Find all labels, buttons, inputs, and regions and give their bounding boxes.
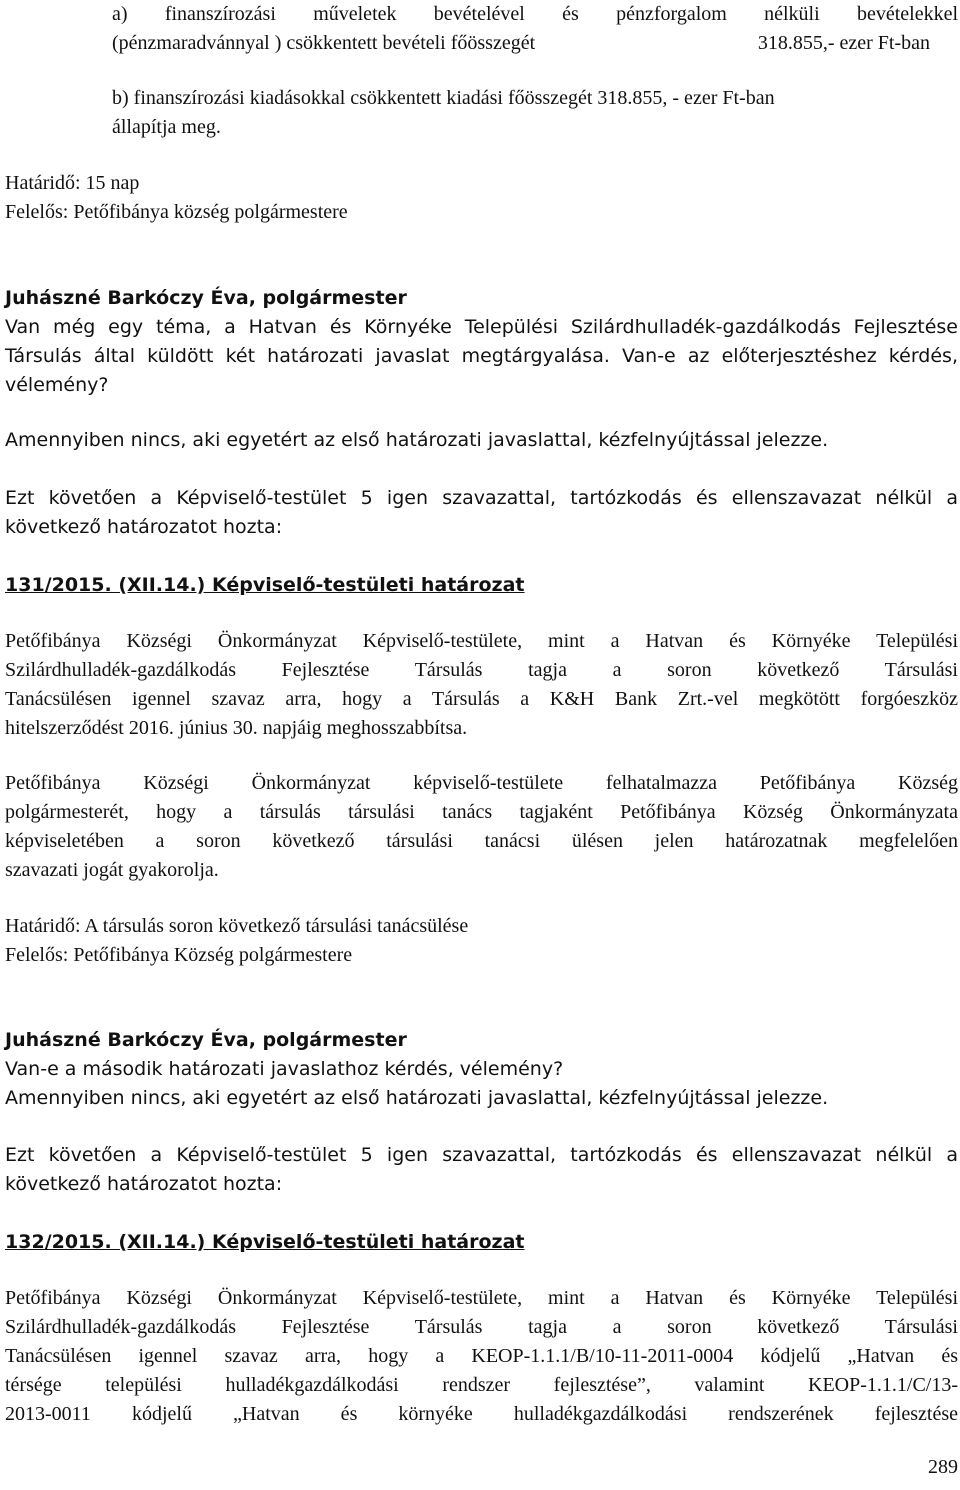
resolution-1-p2-line-1: Petőfibánya Községi Önkormányzat képviselő-testülete felhatalmazza Petőfibánya Község: [5, 772, 958, 794]
resolution-2-p1-line-5: 2013-0011 kódjelű „Hatvan és környéke hulladékgazdálkodási rendszerének fejlesztése: [5, 1403, 958, 1425]
resolution-1-title: 131/2015. (XII.14.) Képviselő-testületi határozat: [5, 574, 525, 596]
vote-result-1-line-1: Ezt követően a Képviselő-testület 5 igen szavazattal, tartózkodás és ellenszavazat nélkül a: [5, 487, 958, 509]
resolution-1-p1-line-2: Szilárdhulladék-gazdálkodás Fejlesztése Társulás tagja a soron következő Társulási: [5, 659, 958, 681]
vote-result-2-line-2: következő határozatot hozta:: [5, 1173, 283, 1195]
resolution-1-p2-line-2: polgármesterét, hogy a társulás társulási tanács tagjaként Petőfibánya Község Önkormányzata: [5, 801, 958, 823]
page-number: 289: [928, 1456, 958, 1478]
budget-line-a2-left: (pénzmaradvánnyal ) csökkentett bevételi főösszegét: [112, 32, 536, 54]
deadline-1: Határidő: 15 nap: [5, 172, 140, 194]
resolution-2-p1-line-2: Szilárdhulladék-gazdálkodás Fejlesztése Társulás tagja a soron következő Társulási: [5, 1316, 958, 1338]
vote-result-2-line-1: Ezt követően a Képviselő-testület 5 igen szavazattal, tartózkodás és ellenszavazat nélkül a: [5, 1144, 958, 1166]
speaker-name-2: Juhászné Barkóczy Éva, polgármester: [5, 1029, 407, 1051]
budget-line-a1: a) finanszírozási műveletek bevételével és pénzforgalom nélküli bevételekkel: [112, 3, 958, 25]
resolution-1-p2-line-4: szavazati jogát gyakorolja.: [5, 859, 219, 881]
speech-1-line-2: Társulás által küldött két határozati javaslat megtárgyalása. Van-e az előterjesztéshez kérdés,: [5, 345, 958, 367]
vote-prompt-1: Amennyiben nincs, aki egyetért az első határozati javaslattal, kézfelnyújtással jelezze.: [5, 429, 829, 451]
responsible-1: Felelős: Petőfibánya község polgármestere: [5, 201, 348, 223]
budget-line-a2-right: 318.855,- ezer Ft-ban: [757, 32, 930, 54]
resolution-2-p1-line-1: Petőfibánya Községi Önkormányzat Képviselő-testülete, mint a Hatvan és Környéke Települési: [5, 1287, 958, 1309]
speaker-name-1: Juhászné Barkóczy Éva, polgármester: [5, 287, 407, 309]
speech-1-line-1: Van még egy téma, a Hatvan és Környéke Települési Szilárdhulladék-gazdálkodás Fejlesztése: [5, 316, 958, 338]
resolution-2-title: 132/2015. (XII.14.) Képviselő-testületi határozat: [5, 1231, 525, 1253]
budget-line-b2: állapítja meg.: [112, 116, 221, 138]
budget-line-b1: b) finanszírozási kiadásokkal csökkentett kiadási főösszegét 318.855, - ezer Ft-ban: [112, 87, 775, 109]
vote-prompt-2: Amennyiben nincs, aki egyetért az első határozati javaslattal, kézfelnyújtással jelezze.: [5, 1087, 829, 1109]
resolution-2-p1-line-3: Tanácsülésen igennel szavaz arra, hogy a KEOP-1.1.1/B/10-11-2011-0004 kódjelű „Hatvan és: [5, 1345, 958, 1367]
resolution-1-p1-line-3: Tanácsülésen igennel szavaz arra, hogy a Társulás a K&H Bank Zrt.-vel megkötött forgóeszköz: [5, 688, 958, 710]
vote-result-1-line-2: következő határozatot hozta:: [5, 516, 283, 538]
speech-1-line-3: vélemény?: [5, 374, 109, 396]
speech-2: Van-e a második határozati javaslathoz kérdés, vélemény?: [5, 1058, 564, 1080]
deadline-2: Határidő: A társulás soron következő társulási tanácsülése: [5, 915, 469, 937]
responsible-2: Felelős: Petőfibánya Község polgármestere: [5, 944, 353, 966]
resolution-1-p2-line-3: képviseletében a soron következő társulási tanácsi ülésen jelen határozatnak megfelelően: [5, 830, 958, 852]
resolution-1-p1-line-1: Petőfibánya Községi Önkormányzat Képviselő-testülete, mint a Hatvan és Környéke Települési: [5, 630, 958, 652]
resolution-1-p1-line-4: hitelszerződést 2016. június 30. napjáig meghosszabbítsa.: [5, 717, 468, 739]
resolution-2-p1-line-4: térsége települési hulladékgazdálkodási rendszer fejlesztése”, valamint KEOP-1.1.1/C/13-: [5, 1374, 958, 1396]
